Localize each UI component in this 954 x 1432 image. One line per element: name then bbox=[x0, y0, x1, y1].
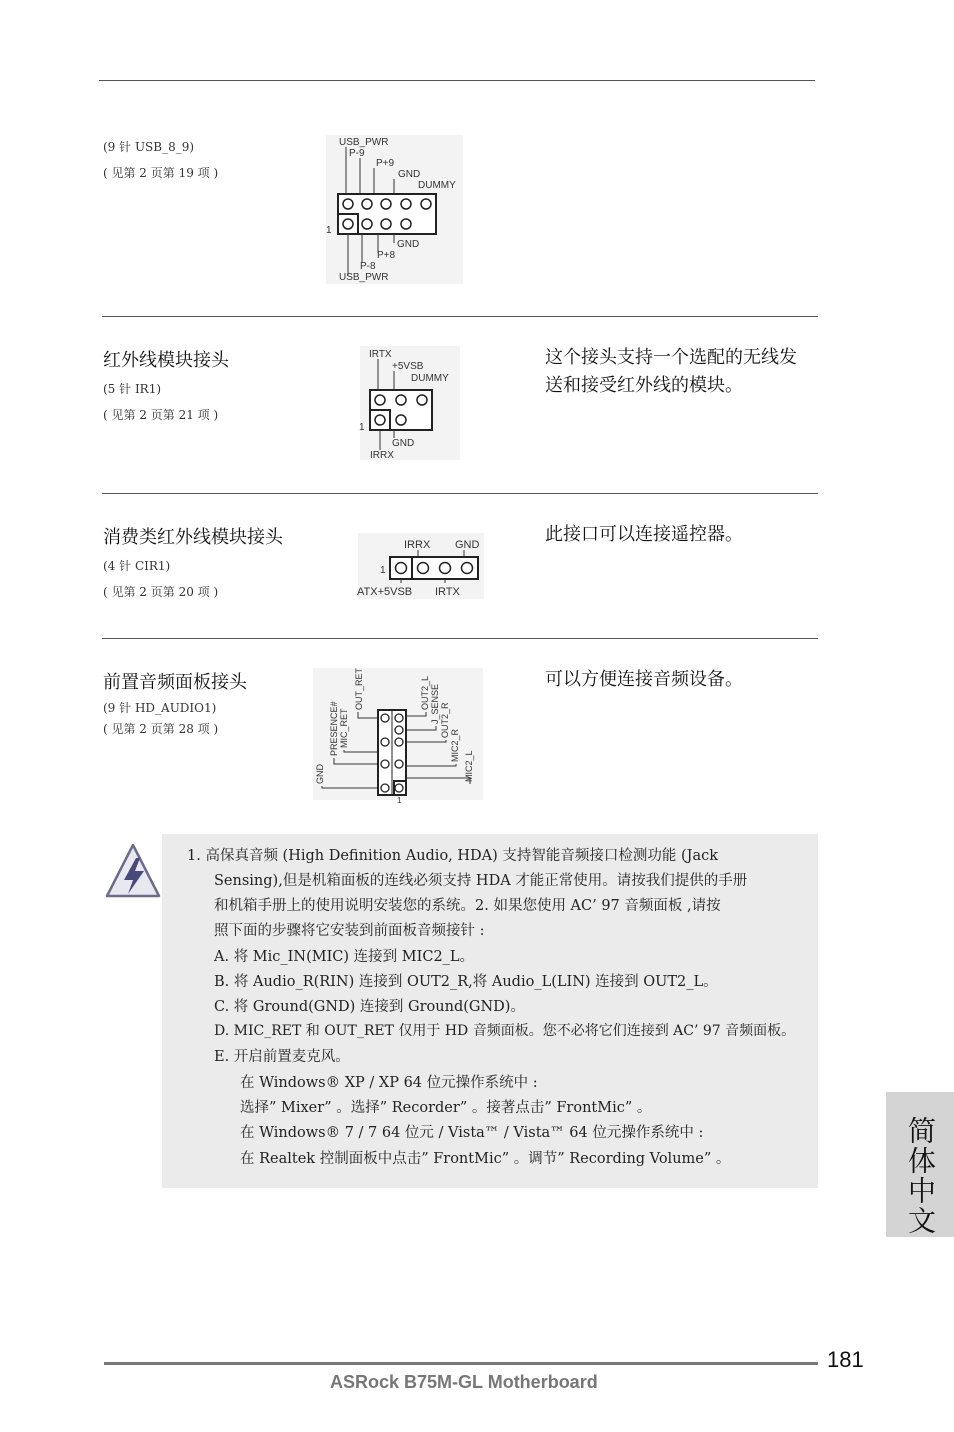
note-step-b: B. 将 Audio_R(RIN) 连接到 OUT2_R,将 Audio_L(LIN) 连接到 OUT2_L。 bbox=[214, 974, 718, 990]
usb-label-p-8: P-8 bbox=[360, 261, 376, 272]
cir-label-irtx: IRTX bbox=[435, 586, 460, 598]
audio-label-j-sense: J_SENSE bbox=[430, 683, 440, 724]
ir-label-5vsb: +5VSB bbox=[392, 361, 424, 372]
page-number: 181 bbox=[827, 1347, 864, 1372]
top-rule bbox=[99, 80, 815, 81]
section-divider-1 bbox=[102, 316, 818, 317]
cir-header-diagram bbox=[354, 531, 488, 603]
audio-pin1-label: 1 bbox=[397, 796, 402, 804]
section-divider-2 bbox=[102, 493, 818, 494]
usb-label-p-9: P-9 bbox=[349, 148, 365, 159]
note-step-d: D. MIC_RET 和 OUT_RET 仅用于 HD 音频面板。您不必将它们连接到 AC’ 97 音频面板。 bbox=[214, 1023, 796, 1039]
audio-title: 前置音频面板接头 bbox=[103, 672, 247, 693]
audio-header-diagram bbox=[310, 666, 486, 804]
language-side-tab-label: 简体中文 bbox=[904, 1116, 937, 1236]
ir-description bbox=[545, 344, 825, 400]
usb-label-gnd-top: GND bbox=[398, 169, 421, 180]
usb-pins-label: (9 针 USB_8_9) bbox=[103, 140, 195, 154]
audio-label-out2-l: OUT2_L bbox=[420, 675, 430, 710]
ir-label-irtx: IRTX bbox=[369, 349, 392, 360]
usb-label-gnd-bottom: GND bbox=[397, 239, 420, 250]
audio-ref: ( 见第 2 页第 28 项 ) bbox=[103, 722, 219, 736]
note-step-e: E. 开启前置麦克风。 bbox=[214, 1049, 350, 1065]
ir-pin1-label: 1 bbox=[359, 422, 365, 433]
audio-label-presence: PRESENCE# bbox=[329, 701, 339, 756]
ir-pins-label: (5 针 IR1) bbox=[103, 382, 162, 396]
note-xp-heading: 在 Windows® XP / XP 64 位元操作系统中 : bbox=[240, 1075, 538, 1091]
note-step-c: C. 将 Ground(GND) 连接到 Ground(GND)。 bbox=[214, 999, 525, 1015]
cir-label-atx5vsb: ATX+5VSB bbox=[357, 586, 413, 598]
audio-label-mic2-r: MIC2_R bbox=[450, 728, 460, 762]
usb-ref: ( 见第 2 页第 19 项 ) bbox=[103, 166, 219, 180]
footer-product-name: ASRock B75M-GL Motherboard bbox=[330, 1372, 598, 1392]
audio-label-mic2-l: MIC2_L bbox=[464, 750, 474, 782]
note-win7-heading: 在 Windows® 7 / 7 64 位元 / Vista™ / Vista™ 64 位元操作系统中 : bbox=[240, 1125, 704, 1141]
usb-label-p+8: P+8 bbox=[377, 250, 396, 261]
audio-label-gnd: GND bbox=[315, 764, 325, 784]
audio-label-out2-r: OUT2_R bbox=[440, 702, 450, 738]
ir-header-diagram bbox=[356, 344, 466, 464]
cir-label-irrx: IRRX bbox=[404, 539, 431, 551]
audio-pins-label: (9 针 HD_AUDIO1) bbox=[103, 701, 217, 715]
section-divider-3 bbox=[102, 638, 818, 639]
cir-label-gnd: GND bbox=[455, 539, 480, 551]
footer-rule bbox=[104, 1362, 818, 1365]
cir-pin1-label: 1 bbox=[380, 565, 386, 576]
usb-label-dummy: DUMMY bbox=[418, 180, 456, 191]
audio-label-out-ret: OUT_RET bbox=[354, 667, 364, 710]
ir-description-line1: 这个接头支持一个选配的无线发 bbox=[545, 347, 797, 368]
ir-title: 红外线模块接头 bbox=[103, 350, 229, 371]
ir-label-irrx: IRRX bbox=[370, 450, 394, 461]
note-line-4: 照下面的步骤将它安装到前面板音频接针 : bbox=[214, 923, 485, 939]
usb-pin1-label: 1 bbox=[326, 225, 332, 236]
usb-label-usb-pwr-bottom: USB_PWR bbox=[339, 272, 389, 283]
note-xp-instructions: 选择” Mixer” 。选择” Recorder” 。接著点击” FrontMic” 。 bbox=[240, 1100, 652, 1116]
ir-ref: ( 见第 2 页第 21 项 ) bbox=[103, 408, 219, 422]
cir-ref: ( 见第 2 页第 20 项 ) bbox=[103, 585, 219, 599]
warning-icon bbox=[104, 842, 162, 900]
note-line-2: Sensing),但是机箱面板的连线必须支持 HDA 才能正常使用。请按我们提供的手册 bbox=[214, 873, 748, 889]
cir-description: 此接口可以连接遥控器。 bbox=[545, 524, 743, 545]
ir-description-line2: 送和接受红外线的模块。 bbox=[545, 375, 743, 396]
ir-label-dummy: DUMMY bbox=[411, 373, 449, 384]
usb-header-diagram bbox=[322, 133, 467, 288]
usb-label-usb-pwr-top: USB_PWR bbox=[339, 137, 389, 148]
note-line-3: 和机箱手册上的使用说明安装您的系统。2. 如果您使用 AC’ 97 音频面板 ,请按 bbox=[214, 898, 721, 914]
note-step-a: A. 将 Mic_IN(MIC) 连接到 MIC2_L。 bbox=[214, 949, 475, 965]
cir-pins-label: (4 针 CIR1) bbox=[103, 559, 171, 573]
note-line-1: 1. 高保真音频 (High Definition Audio, HDA) 支持智能音频接口检测功能 (Jack bbox=[187, 848, 719, 864]
audio-description: 可以方便连接音频设备。 bbox=[545, 669, 743, 690]
audio-label-mic-ret: MIC_RET bbox=[339, 708, 349, 748]
ir-label-gnd: GND bbox=[392, 438, 415, 449]
note-win7-instructions: 在 Realtek 控制面板中点击” FrontMic” 。调节” Recording Volume” 。 bbox=[240, 1151, 731, 1167]
language-side-tab bbox=[886, 1092, 954, 1237]
cir-title: 消费类红外线模块接头 bbox=[103, 527, 283, 548]
usb-label-p+9: P+9 bbox=[376, 158, 395, 169]
